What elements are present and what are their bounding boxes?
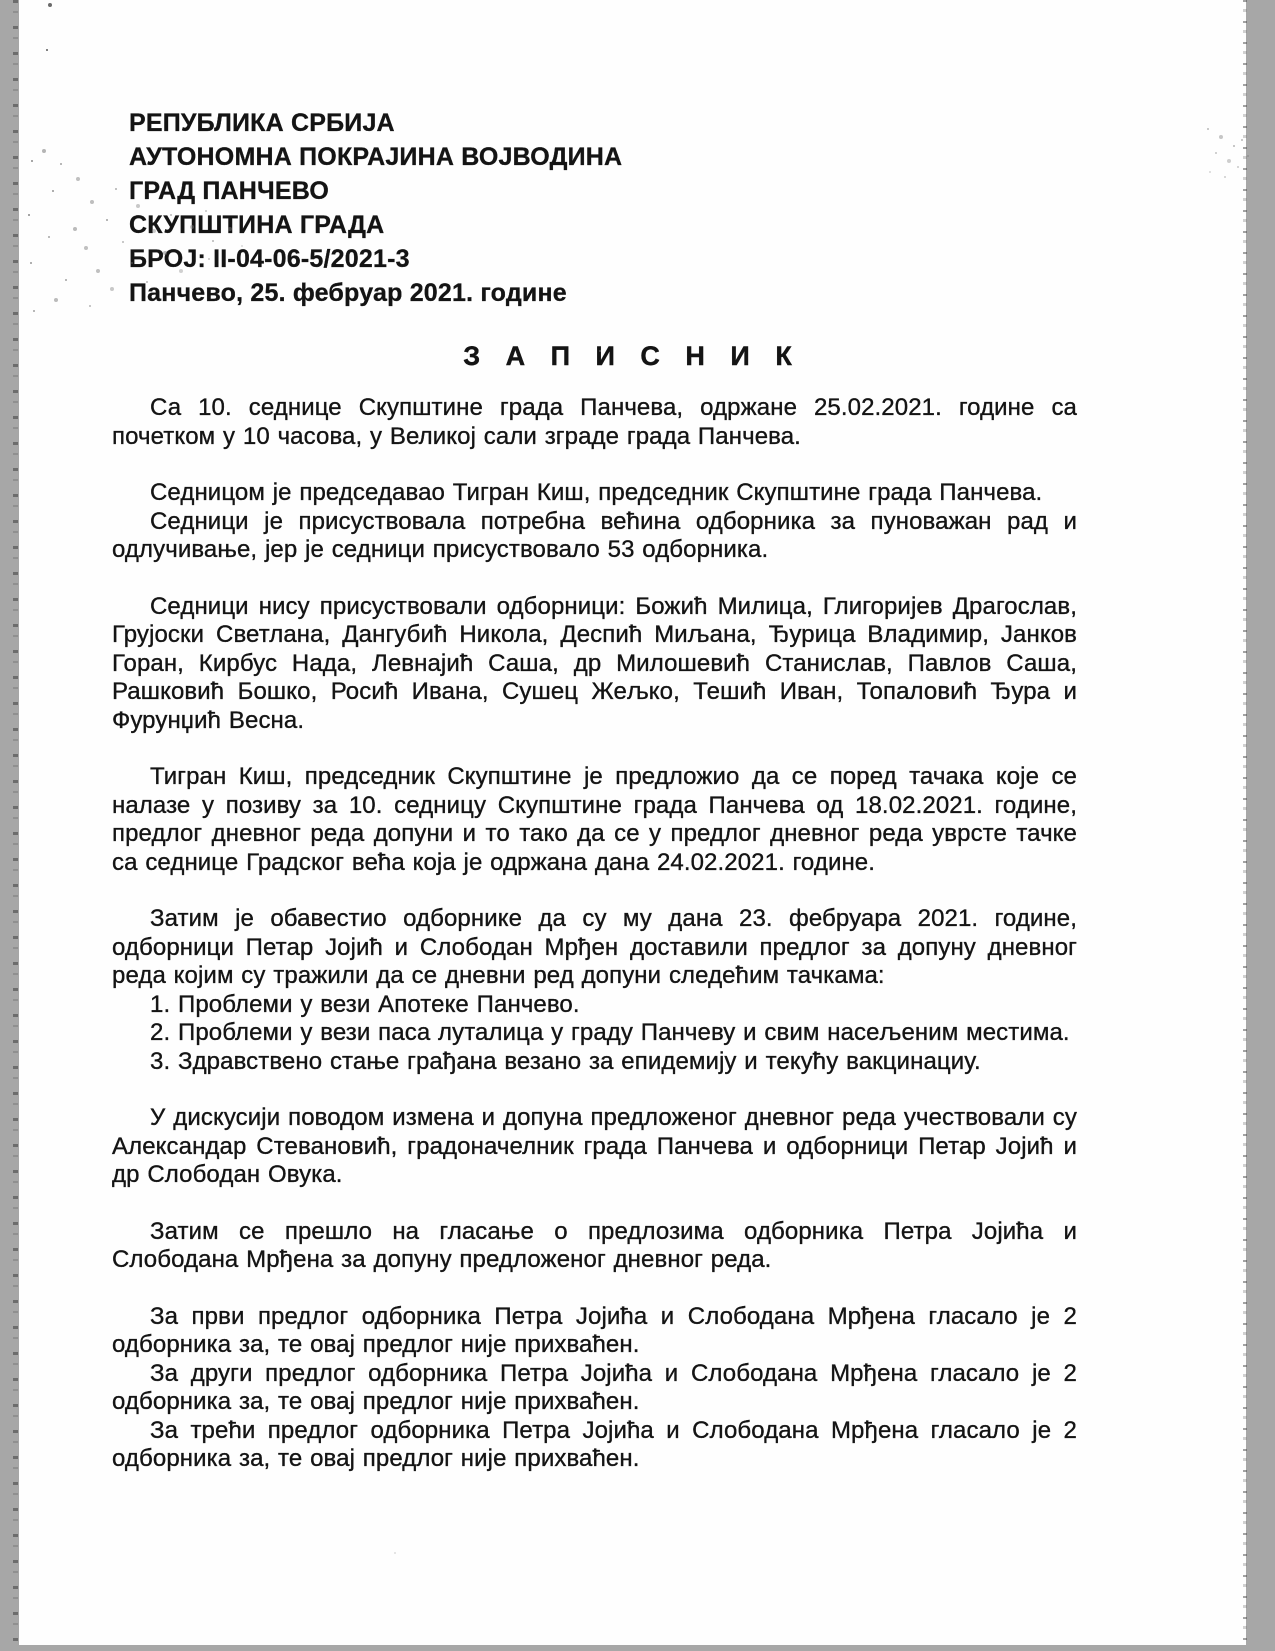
paragraph-vote-second: За други предлог одборника Петра Јојића и Слободана Мрђена гласало је 2 одборника за, те овај предлог није прихваћен. — [112, 1359, 1077, 1415]
paragraph-vote-first: За први предлог одборника Петра Јојића и Слободана Мрђена гласало је 2 одборника за, те овај предлог није прихваћен. — [112, 1302, 1077, 1358]
paragraph-discussion: У дискусији поводом измена и допуна предложеног дневног реда учествовали су Александар Стевановић, градоначелник града Панчева и одборници Петар Јојић и др Слободан Овука. — [112, 1104, 1077, 1188]
document-place-date: Панчево, 25. фебруар 2021. године — [129, 279, 567, 307]
letterhead — [129, 106, 1077, 310]
document-number: БРОЈ: II-04-06-5/2021-3 — [129, 245, 410, 273]
paragraph-chairman: Седницом је председавао Тигран Киш, председник Скупштине града Панчева. — [150, 479, 1043, 506]
letterhead-line-country: РЕПУБЛИКА СРБИЈА — [129, 109, 395, 137]
document-page — [19, 0, 1246, 1645]
paragraph-voting-intro: Затим се прешло на гласање о предлозима одборника Петра Јојића и Слободана Мрђена за допуну предложеног дневног реда. — [112, 1217, 1077, 1273]
paragraph-vote-third: За трећи предлог одборника Петра Јојића и Слободана Мрђена гласало је 2 одборника за, те овај предлог није прихваћен. — [112, 1416, 1077, 1472]
scan-edge-artifact-left — [13, 0, 18, 1645]
scan-edge-artifact-right — [1243, 0, 1247, 1645]
document-title: З А П И С Н И К — [463, 341, 801, 371]
paragraph-session-intro: Са 10. седнице Скупштине града Панчева, одржане 25.02.2021. године са почетком у 10 часова, у Великој сали зграде града Панчева. — [112, 394, 1077, 450]
list-item-1: 1. Проблеми у вези Апотеке Панчево. — [150, 990, 580, 1018]
scan-noise-speckles-right — [19, 0, 21, 2]
paragraph-quorum: Седници је присуствовала потребна већина одборника за пуноважан рад и одлучивање, јер је седници присуствовало 53 одборника. — [112, 507, 1077, 563]
paragraph-agenda-proposal: Тигран Киш, председник Скупштине је предложио да се поред тачака које се налазе у позиву за 10. седницу Скупштине града Панчева од 18.02.2021. године, предлог дневног реда допуни и то тако да се у предлог дневног реда уврсте тачке са седнице Градског већа која је одржана дана 24.02.2021. године. — [112, 763, 1077, 876]
letterhead-line-assembly: СКУПШТИНА ГРАДА — [129, 211, 385, 239]
letterhead-line-city: ГРАД ПАНЧЕВО — [129, 177, 329, 205]
list-item-3: 3. Здравствено стање грађана везано за епидемију и текућу вакцинациу. — [150, 1047, 981, 1075]
scanner-background-bottom — [0, 1645, 1275, 1651]
letterhead-line-province: АУТОНОМНА ПОКРАЈИНА ВОЈВОДИНА — [129, 143, 623, 171]
list-item-2: 2. Проблеми у вези паса луталица у граду Панчеву и свим насељеним местима. — [150, 1019, 1070, 1046]
paragraph-absent-members: Седници нису присуствовали одборници: Божић Милица, Глигоријев Драгослав, Грујоски Светлана, Дангубић Никола, Деспић Миљана, Ђурица Владимир, Јанков Горан, Кирбус Нада, Левнајић Саша, др Милошевић Станислав, Павлов Саша, Рашковић Бошко, Росић Ивана, Сушец Жељко, Тешић Иван, Топаловић Ђура и Фурунџић Весна. — [112, 592, 1077, 734]
document-content — [19, 0, 1246, 1474]
paragraph-amendment-request: Затим је обавестио одборнике да су му дана 23. фебруара 2021. године, одборници Петар Јојић и Слободан Мрђен доставили предлог за допуну дневног реда којим су тражили да се дневни ред допуни следећим тачкама: — [112, 905, 1077, 989]
